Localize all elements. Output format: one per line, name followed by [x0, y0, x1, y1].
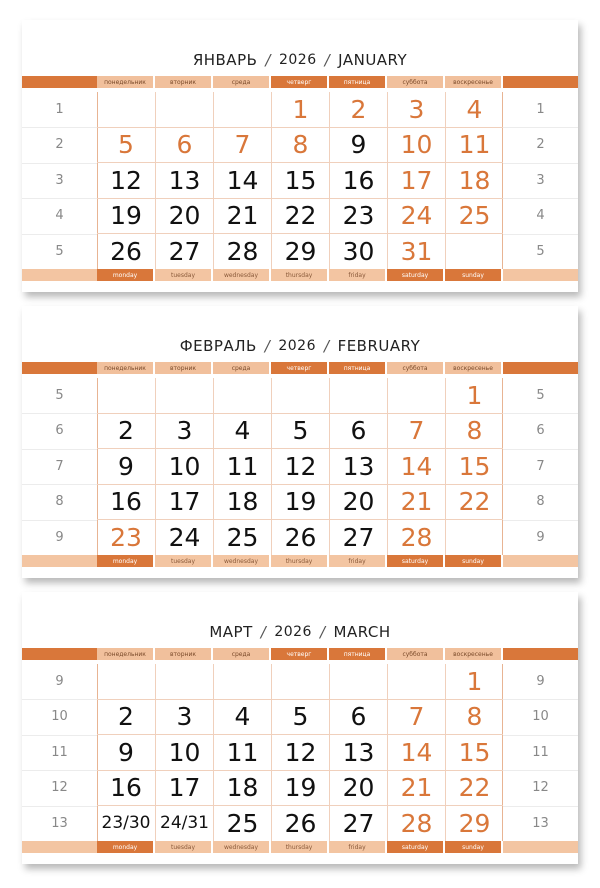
day-cell: 26	[271, 520, 329, 555]
day-cell: 11	[213, 449, 271, 484]
weekday-label: saturday	[387, 269, 443, 281]
week-number: 9	[536, 674, 545, 689]
weekday-label: friday	[329, 555, 385, 567]
day-cell: 22	[445, 484, 503, 519]
day-cell: 11	[213, 735, 271, 770]
weekday-label: monday	[97, 841, 153, 853]
day-cell: 15	[445, 735, 503, 770]
day-cell: 6	[329, 413, 387, 448]
week-number: 5	[55, 243, 64, 259]
day-cell: 6	[329, 699, 387, 734]
weekday-label: воскресенье	[445, 648, 501, 660]
week-number: 11	[51, 744, 68, 760]
day-cell: 4	[445, 92, 503, 127]
day-cell: 1	[445, 378, 503, 413]
weekday-label: monday	[97, 555, 153, 567]
day-cell: 17	[387, 163, 445, 198]
weekday-label: thursday	[271, 555, 327, 567]
day-cell: 10	[155, 735, 213, 770]
day-cell: 27	[155, 234, 213, 269]
day-cell: 24	[155, 520, 213, 555]
day-cell: 12	[271, 735, 329, 770]
strip-edge	[503, 648, 578, 660]
day-cell: 13	[329, 735, 387, 770]
week-number: 10	[51, 709, 68, 725]
day-cell: 7	[387, 699, 445, 734]
day-cell: 29	[271, 234, 329, 269]
day-cell: 20	[329, 770, 387, 805]
day-cell: 14	[213, 163, 271, 198]
day-cell: 10	[387, 127, 445, 162]
week-number: 9	[55, 529, 64, 545]
day-cell: 16	[110, 487, 142, 517]
day-cell: 4	[213, 699, 271, 734]
day-cell: 7	[213, 127, 271, 162]
day-cell: 22	[271, 198, 329, 233]
day-cell: 10	[155, 449, 213, 484]
empty-day-cell	[97, 664, 155, 699]
empty-day-cell	[329, 664, 387, 699]
day-cell: 24/31	[155, 806, 213, 841]
day-cell: 8	[445, 699, 503, 734]
weekday-label: saturday	[387, 555, 443, 567]
weekday-header-ru	[22, 76, 578, 88]
weekday-footer-en	[22, 841, 578, 853]
day-cell: 19	[110, 201, 142, 231]
strip-edge	[22, 648, 97, 660]
day-cell: 14	[387, 449, 445, 484]
day-cell: 3	[387, 92, 445, 127]
day-cell: 18	[445, 163, 503, 198]
weekday-label: воскресенье	[445, 76, 501, 88]
day-cell: 28	[213, 234, 271, 269]
day-cell: 13	[155, 163, 213, 198]
weekday-header-ru	[22, 362, 578, 374]
day-cell: 2	[118, 416, 134, 446]
week-number: 12	[532, 780, 549, 796]
day-cell: 24	[387, 198, 445, 233]
weekday-label: суббота	[387, 362, 443, 374]
week-number: 1	[536, 102, 545, 117]
weekday-label: thursday	[271, 841, 327, 853]
weekday-label: sunday	[445, 269, 501, 281]
week-number: 13	[532, 815, 549, 831]
week-row	[97, 378, 503, 414]
days-grid	[97, 92, 503, 269]
empty-day-cell	[155, 664, 213, 699]
title-separator: /	[265, 50, 271, 69]
title-separator: /	[260, 622, 267, 641]
week-number: 10	[532, 709, 549, 725]
day-cell: 8	[271, 127, 329, 162]
empty-day-cell	[271, 664, 329, 699]
day-cell: 23	[110, 522, 142, 552]
strip-edge	[22, 555, 97, 567]
week-number: 3	[536, 172, 545, 188]
weekday-label: четверг	[271, 648, 327, 660]
day-cell: 13	[329, 449, 387, 484]
strip-edge	[22, 362, 97, 374]
empty-day-cell	[329, 378, 387, 413]
day-cell: 9	[118, 737, 134, 767]
day-cell: 6	[155, 127, 213, 162]
empty-day-cell	[445, 234, 503, 269]
empty-day-cell	[271, 378, 329, 413]
week-row	[97, 699, 503, 735]
day-cell: 16	[110, 773, 142, 803]
day-cell: 23	[329, 198, 387, 233]
week-number: 8	[536, 494, 545, 510]
day-cell: 1	[271, 92, 329, 127]
weekday-label: пятница	[329, 362, 385, 374]
week-number: 12	[51, 780, 68, 796]
week-row	[97, 806, 503, 841]
week-number: 5	[536, 388, 545, 403]
week-row	[97, 520, 503, 555]
strip-edge	[503, 555, 578, 567]
day-cell: 14	[387, 735, 445, 770]
strip-edge	[503, 76, 578, 88]
day-cell: 2	[329, 92, 387, 127]
weekday-label: четверг	[271, 76, 327, 88]
week-number: 1	[55, 102, 64, 117]
weekday-label: wednesday	[213, 269, 269, 281]
day-cell: 11	[445, 127, 503, 162]
weekday-label: понедельник	[97, 648, 153, 660]
week-row	[97, 127, 503, 163]
day-cell: 7	[387, 413, 445, 448]
day-cell: 19	[271, 770, 329, 805]
weekday-label: вторник	[155, 362, 211, 374]
strip-edge	[503, 841, 578, 853]
month-block	[22, 592, 578, 864]
year: 2026	[278, 337, 316, 354]
week-row	[97, 770, 503, 806]
strip-edge	[503, 269, 578, 281]
week-row	[97, 198, 503, 234]
day-cell: 1	[445, 664, 503, 699]
weekday-label: вторник	[155, 648, 211, 660]
day-cell: 4	[213, 413, 271, 448]
day-cell: 5	[271, 699, 329, 734]
day-cell: 22	[445, 770, 503, 805]
week-number: 4	[536, 208, 545, 224]
days-grid	[97, 378, 503, 555]
week-row	[97, 92, 503, 128]
week-number: 3	[55, 172, 64, 188]
week-row	[97, 413, 503, 449]
days-grid	[97, 664, 503, 841]
weekday-label: wednesday	[213, 841, 269, 853]
day-cell: 12	[110, 165, 142, 195]
weekday-label: monday	[97, 269, 153, 281]
day-cell: 30	[329, 234, 387, 269]
month-name-en: MARCH	[333, 622, 391, 641]
month-name-en: JANUARY	[338, 50, 408, 69]
day-cell: 23/30	[101, 813, 151, 834]
year: 2026	[278, 51, 317, 68]
week-number: 11	[532, 744, 549, 760]
day-cell: 17	[155, 770, 213, 805]
weekday-label: вторник	[155, 76, 211, 88]
week-number: 7	[55, 458, 64, 474]
empty-day-cell	[155, 92, 213, 127]
day-cell: 3	[155, 699, 213, 734]
weekday-label: wednesday	[213, 555, 269, 567]
weekday-label: пятница	[329, 648, 385, 660]
day-cell: 5	[271, 413, 329, 448]
day-cell: 9	[329, 127, 387, 162]
weekday-label: tuesday	[155, 555, 211, 567]
day-cell: 21	[213, 198, 271, 233]
month-name-en: FEBRUARY	[337, 336, 421, 355]
weekday-label: tuesday	[155, 841, 211, 853]
day-cell: 5	[118, 130, 134, 160]
day-cell: 21	[387, 770, 445, 805]
day-cell: 20	[329, 484, 387, 519]
title-separator: /	[319, 622, 326, 641]
day-cell: 29	[445, 806, 503, 841]
day-cell: 3	[155, 413, 213, 448]
weekday-label: понедельник	[97, 362, 153, 374]
day-cell: 27	[329, 806, 387, 841]
week-number: 4	[55, 208, 64, 224]
weekday-footer-en	[22, 269, 578, 281]
month-name-ru: МАРТ	[209, 622, 253, 641]
day-cell: 26	[271, 806, 329, 841]
week-number: 5	[55, 388, 64, 403]
weekday-label: friday	[329, 269, 385, 281]
day-cell: 26	[110, 236, 142, 266]
empty-day-cell	[155, 378, 213, 413]
empty-day-cell	[387, 664, 445, 699]
weekday-footer-en	[22, 555, 578, 567]
week-row	[97, 163, 503, 199]
week-number: 6	[55, 423, 64, 439]
day-cell: 18	[213, 770, 271, 805]
empty-day-cell	[387, 378, 445, 413]
weekday-label: sunday	[445, 555, 501, 567]
week-row	[97, 234, 503, 269]
year: 2026	[274, 623, 312, 640]
day-cell: 15	[271, 163, 329, 198]
day-cell: 17	[155, 484, 213, 519]
empty-day-cell	[445, 520, 503, 555]
day-cell: 31	[387, 234, 445, 269]
day-cell: 21	[387, 484, 445, 519]
weekday-label: суббота	[387, 76, 443, 88]
day-cell: 20	[155, 198, 213, 233]
week-number: 7	[536, 458, 545, 474]
day-cell: 28	[387, 806, 445, 841]
week-row	[97, 735, 503, 771]
day-cell: 25	[445, 198, 503, 233]
empty-day-cell	[213, 92, 271, 127]
empty-day-cell	[213, 378, 271, 413]
empty-day-cell	[97, 378, 155, 413]
weekday-label: понедельник	[97, 76, 153, 88]
strip-edge	[22, 841, 97, 853]
day-cell: 16	[329, 163, 387, 198]
weekday-label: пятница	[329, 76, 385, 88]
weekday-label: среда	[213, 76, 269, 88]
weekday-label: среда	[213, 362, 269, 374]
weekday-label: thursday	[271, 269, 327, 281]
weekday-label: среда	[213, 648, 269, 660]
day-cell: 25	[213, 520, 271, 555]
day-cell: 9	[118, 451, 134, 481]
week-number: 13	[51, 815, 68, 831]
weekday-label: суббота	[387, 648, 443, 660]
week-number: 2	[536, 137, 545, 153]
day-cell: 8	[445, 413, 503, 448]
week-number: 8	[55, 494, 64, 510]
title-separator: /	[264, 336, 271, 355]
week-number: 9	[536, 529, 545, 545]
month-block	[22, 306, 578, 578]
weekday-label: sunday	[445, 841, 501, 853]
empty-day-cell	[213, 664, 271, 699]
strip-edge	[22, 76, 97, 88]
month-name-ru: ЯНВАРЬ	[192, 50, 258, 69]
weekday-header-ru	[22, 648, 578, 660]
day-cell: 27	[329, 520, 387, 555]
month-name-ru: ФЕВРАЛЬ	[179, 336, 257, 355]
weekday-label: friday	[329, 841, 385, 853]
week-row	[97, 664, 503, 700]
day-cell: 28	[387, 520, 445, 555]
weekday-label: четверг	[271, 362, 327, 374]
day-cell: 25	[213, 806, 271, 841]
week-number: 5	[536, 243, 545, 259]
day-cell: 18	[213, 484, 271, 519]
weekday-label: saturday	[387, 841, 443, 853]
day-cell: 2	[118, 702, 134, 732]
empty-day-cell	[97, 92, 155, 127]
weekday-label: tuesday	[155, 269, 211, 281]
weekday-label: воскресенье	[445, 362, 501, 374]
day-cell: 15	[445, 449, 503, 484]
day-cell: 12	[271, 449, 329, 484]
day-cell: 19	[271, 484, 329, 519]
title-separator: /	[324, 50, 331, 69]
week-row	[97, 449, 503, 485]
week-number: 2	[55, 137, 64, 153]
month-block	[22, 20, 578, 292]
title-separator: /	[324, 336, 330, 355]
week-number: 6	[536, 423, 545, 439]
strip-edge	[503, 362, 578, 374]
week-row	[97, 484, 503, 520]
week-number: 9	[55, 674, 64, 689]
strip-edge	[22, 269, 97, 281]
